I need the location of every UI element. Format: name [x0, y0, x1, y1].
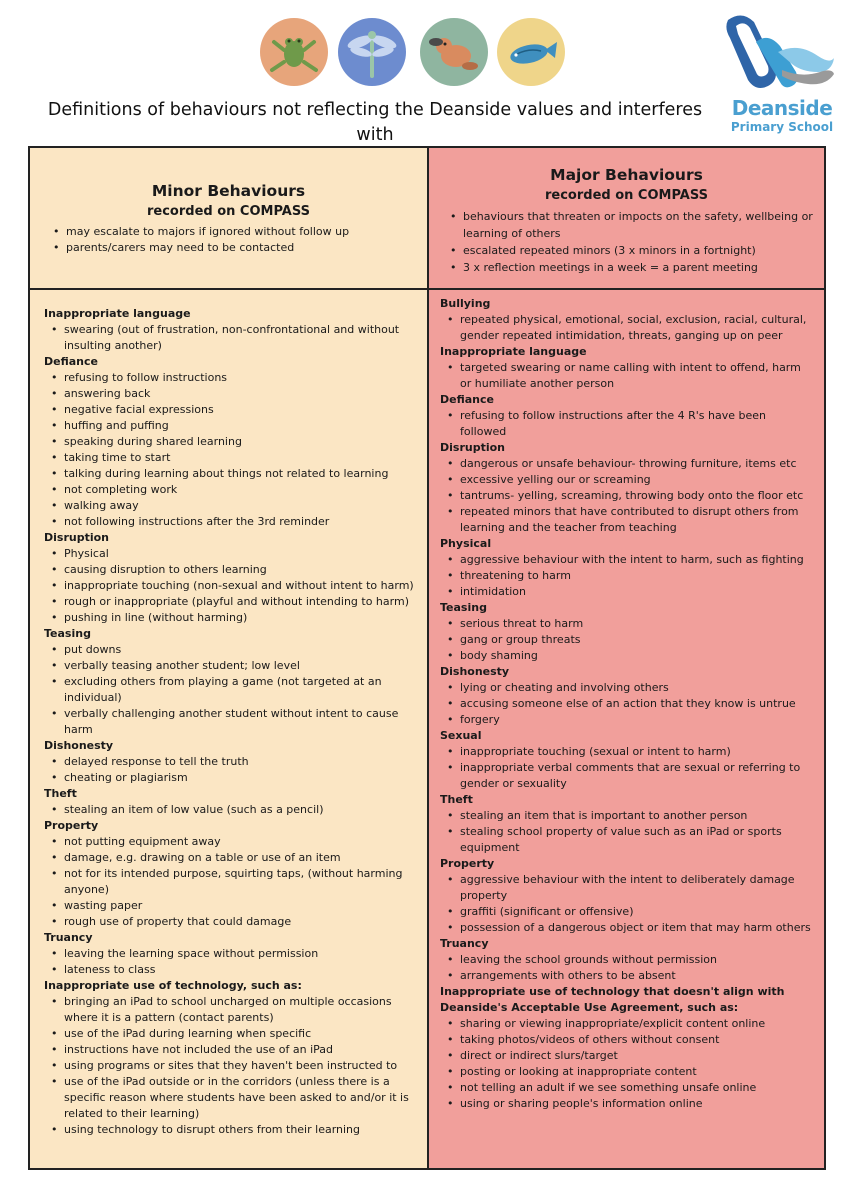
major-subtitle: recorded on COMPASS — [544, 188, 708, 203]
minor-category-heading: Inappropriate use of technology, such as: — [44, 979, 302, 992]
header-icons — [260, 18, 570, 88]
list-item: • leaving the learning space without permission — [44, 946, 415, 962]
list-item: • repeated physical, emotional, social, exclusion, racial, cultural, gender repeated intimidation, threats, ganging up on peer — [440, 312, 814, 344]
minor-category-list — [44, 946, 415, 978]
minor-header-cell — [30, 148, 429, 290]
list-item: • not putting equipment away — [44, 834, 415, 850]
list-item: • posting or looking at inappropriate content — [440, 1064, 814, 1080]
major-title: Major Behaviours — [550, 166, 703, 184]
frog-icon — [260, 18, 328, 86]
list-item: • arrangements with others to be absent — [440, 968, 814, 984]
list-item: • gang or group threats — [440, 632, 814, 648]
list-item: • use of the iPad outside or in the corridors (unless there is a specific reason where students have been asked to and/or it is related to their learning) — [44, 1074, 415, 1122]
major-category-list — [440, 872, 814, 936]
list-item: • sharing or viewing inappropriate/explicit content online — [440, 1016, 814, 1032]
list-item: • verbally teasing another student; low level — [44, 658, 415, 674]
major-category-heading: Theft — [440, 793, 473, 806]
list-item: • damage, e.g. drawing on a table or use of an item — [44, 850, 415, 866]
minor-category-heading: Theft — [44, 787, 77, 800]
major-category-heading: Disruption — [440, 441, 505, 454]
list-item: • using technology to disrupt others from their learning — [44, 1122, 415, 1138]
list-item: • repeated minors that have contributed to disrupt others from learning and the teacher from teaching — [440, 504, 814, 536]
major-category-heading: Truancy — [440, 937, 489, 950]
list-item: • talking during learning about things not related to learning — [44, 466, 415, 482]
list-item: • excessive yelling our or screaming — [440, 472, 814, 488]
minor-category-heading: Teasing — [44, 627, 91, 640]
list-item: • lateness to class — [44, 962, 415, 978]
major-note: • 3 x reflection meetings in a week = a parent meeting — [443, 259, 816, 276]
major-category-heading: Property — [440, 857, 495, 870]
list-item: • forgery — [440, 712, 814, 728]
major-note: • escalated repeated minors (3 x minors in a fortnight) — [443, 242, 816, 259]
list-item: • refusing to follow instructions after the 4 R's have been followed — [440, 408, 814, 440]
minor-category-heading: Property — [44, 819, 99, 832]
list-item: • not for its intended purpose, squirting taps, (without harming anyone) — [44, 866, 415, 898]
major-category-list — [440, 744, 814, 792]
list-item: • refusing to follow instructions — [44, 370, 415, 386]
minor-category-list — [44, 994, 415, 1138]
major-category-list — [440, 360, 814, 392]
list-item: • not telling an adult if we see something unsafe online — [440, 1080, 814, 1096]
major-category-heading: Bullying — [440, 297, 491, 310]
list-item: • direct or indirect slurs/target — [440, 1048, 814, 1064]
minor-category-heading: Truancy — [44, 931, 93, 944]
major-category-list — [440, 552, 814, 600]
major-category-list — [440, 680, 814, 728]
list-item: • taking time to start — [44, 450, 415, 466]
minor-behaviours-list — [30, 290, 427, 1138]
major-category-list — [440, 312, 814, 344]
list-item: • threatening to harm — [440, 568, 814, 584]
minor-category-list — [44, 834, 415, 930]
list-item: • pushing in line (without harming) — [44, 610, 415, 626]
major-header-cell — [429, 148, 824, 290]
list-item: • aggressive behaviour with the intent to harm, such as fighting — [440, 552, 814, 568]
major-category-heading: Sexual — [440, 729, 482, 742]
list-item: • answering back — [44, 386, 415, 402]
major-category-list — [440, 456, 814, 536]
list-item: • excluding others from playing a game (not targeted at an individual) — [44, 674, 415, 706]
major-category-list — [440, 616, 814, 664]
page-title-line-1: Definitions of behaviours not reflecting the Deanside values and interferes with — [47, 100, 703, 145]
minor-category-heading: Dishonesty — [44, 739, 114, 752]
list-item: • stealing an item that is important to another person — [440, 808, 814, 824]
list-item: • targeted swearing or name calling with intent to offend, harm or humiliate another person — [440, 360, 814, 392]
list-item: • accusing someone else of an action that they know is untrue — [440, 696, 814, 712]
list-item: • put downs — [44, 642, 415, 658]
list-item: • verbally challenging another student without intent to cause harm — [44, 706, 415, 738]
list-item: • rough use of property that could damage — [44, 914, 415, 930]
list-item: • stealing an item of low value (such as a pencil) — [44, 802, 415, 818]
minor-category-heading: Inappropriate language — [44, 307, 191, 320]
list-item: • body shaming — [440, 648, 814, 664]
list-item: • delayed response to tell the truth — [44, 754, 415, 770]
list-item: • aggressive behaviour with the intent to deliberately damage property — [440, 872, 814, 904]
list-item: • Physical — [44, 546, 415, 562]
list-item: • intimidation — [440, 584, 814, 600]
minor-category-heading: Defiance — [44, 355, 98, 368]
minor-category-list — [44, 370, 415, 530]
list-item: • stealing school property of value such as an iPad or sports equipment — [440, 824, 814, 856]
list-item: • walking away — [44, 498, 415, 514]
list-item: • possession of a dangerous object or item that may harm others — [440, 920, 814, 936]
minor-title: Minor Behaviours — [151, 182, 306, 200]
major-category-list — [440, 952, 814, 984]
fish-icon — [497, 18, 565, 86]
minor-category-list — [44, 322, 415, 354]
list-item: • taking photos/videos of others without consent — [440, 1032, 814, 1048]
logo-name: Deanside — [731, 96, 833, 120]
minor-note: • parents/carers may need to be contacted — [46, 240, 417, 256]
logo-subtitle: Primary School — [730, 120, 834, 134]
major-category-heading: Teasing — [440, 601, 487, 614]
minor-category-list — [44, 546, 415, 626]
major-category-heading: Physical — [440, 537, 492, 550]
list-item: • using programs or sites that they haven't been instructed to — [44, 1058, 415, 1074]
list-item: • tantrums- yelling, screaming, throwing body onto the floor etc — [440, 488, 814, 504]
major-behaviours-cell — [429, 290, 824, 1168]
list-item: • inappropriate verbal comments that are sexual or referring to gender or sexuality — [440, 760, 814, 792]
list-item: • not completing work — [44, 482, 415, 498]
platypus-icon — [420, 18, 488, 86]
minor-category-list — [44, 802, 415, 818]
list-item: • cheating or plagiarism — [44, 770, 415, 786]
minor-behaviours-cell — [30, 290, 429, 1168]
dragonfly-icon — [338, 18, 406, 86]
list-item: • causing disruption to others learning — [44, 562, 415, 578]
list-item: • graffiti (significant or offensive) — [440, 904, 814, 920]
list-item: • not following instructions after the 3rd reminder — [44, 514, 415, 530]
minor-category-heading: Disruption — [44, 531, 109, 544]
minor-notes — [30, 224, 427, 256]
list-item: • serious threat to harm — [440, 616, 814, 632]
list-item: • leaving the school grounds without permission — [440, 952, 814, 968]
list-item: • using or sharing people's information online — [440, 1096, 814, 1112]
list-item: • wasting paper — [44, 898, 415, 914]
list-item: • speaking during shared learning — [44, 434, 415, 450]
behaviour-table — [28, 146, 826, 1170]
major-category-list — [440, 808, 814, 856]
list-item: • huffing and puffing — [44, 418, 415, 434]
minor-category-list — [44, 642, 415, 738]
list-item: • bringing an iPad to school uncharged on multiple occasions where it is a pattern (contact parents) — [44, 994, 415, 1026]
minor-note: • may escalate to majors if ignored without follow up — [46, 224, 417, 240]
minor-category-list — [44, 754, 415, 786]
major-category-list — [440, 408, 814, 440]
list-item: • swearing (out of frustration, non-confrontational and without insulting another) — [44, 322, 415, 354]
major-behaviours-list — [429, 290, 824, 1112]
list-item: • instructions have not included the use of an iPad — [44, 1042, 415, 1058]
list-item: • inappropriate touching (non-sexual and without intent to harm) — [44, 578, 415, 594]
major-category-heading: Inappropriate use of technology that doesn't align with Deanside's Acceptable Use Agreement, such as: — [440, 985, 785, 1014]
list-item: • use of the iPad during learning when specific — [44, 1026, 415, 1042]
list-item: • negative facial expressions — [44, 402, 415, 418]
major-category-list — [440, 1016, 814, 1112]
list-item: • inappropriate touching (sexual or intent to harm) — [440, 744, 814, 760]
list-item: • rough or inappropriate (playful and without intending to harm) — [44, 594, 415, 610]
major-category-heading: Inappropriate language — [440, 345, 587, 358]
major-category-heading: Defiance — [440, 393, 494, 406]
major-category-heading: Dishonesty — [440, 665, 510, 678]
minor-subtitle: recorded on COMPASS — [146, 204, 310, 219]
major-note: • behaviours that threaten or impocts on the safety, wellbeing or learning of others — [443, 208, 816, 242]
major-notes — [429, 208, 824, 276]
list-item: • lying or cheating and involving others — [440, 680, 814, 696]
list-item: • dangerous or unsafe behaviour- throwing furniture, items etc — [440, 456, 814, 472]
